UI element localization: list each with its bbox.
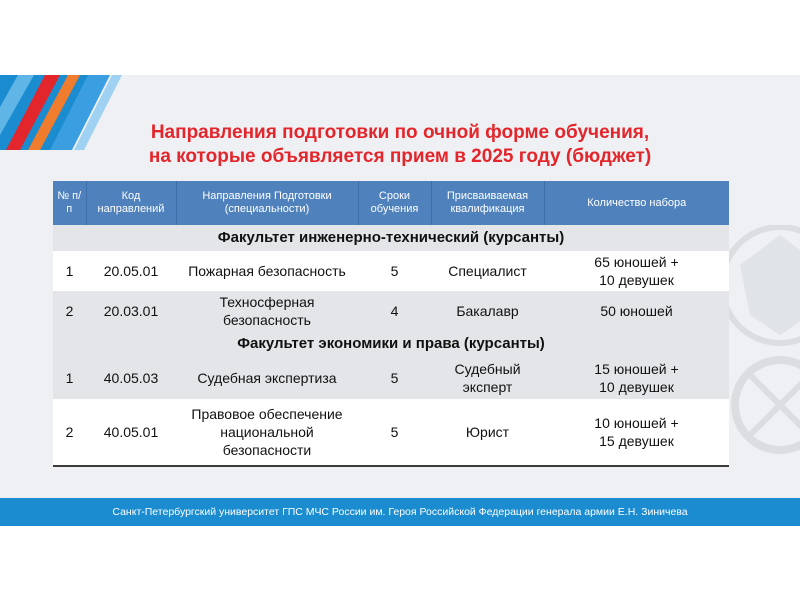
- title-line-2: на которые объявляется прием в 2025 году (бюджет): [148, 146, 652, 167]
- direction-line: безопасности: [222, 442, 312, 458]
- page-title: [60, 121, 740, 169]
- cell-qualification: Специалист: [431, 251, 544, 291]
- cell-num: 2: [53, 399, 86, 466]
- cell-term: 5: [358, 251, 431, 291]
- cell-direction: Пожарная безопасность: [176, 251, 358, 291]
- faculty-name: Факультет экономики и права (курсанты): [53, 331, 729, 357]
- quota-line: 10 юношей +: [594, 415, 679, 431]
- footer-bar: [0, 498, 800, 526]
- slide: [0, 75, 800, 525]
- cell-code: 20.03.01: [86, 291, 176, 331]
- cell-num: 1: [53, 357, 86, 399]
- cell-code: 40.05.03: [86, 357, 176, 399]
- cell-direction: Судебная экспертиза: [176, 357, 358, 399]
- quota-line: 10 девушек: [599, 379, 674, 395]
- header-num: № п/п: [53, 181, 86, 225]
- header-quota: Количество набора: [544, 181, 729, 225]
- table-row: [53, 251, 729, 291]
- cell-term: 4: [358, 291, 431, 331]
- admission-table: [53, 181, 729, 467]
- cell-qualification: Бакалавр: [431, 291, 544, 331]
- cell-code: 20.05.01: [86, 251, 176, 291]
- cell-term: 5: [358, 399, 431, 466]
- cell-num: 1: [53, 251, 86, 291]
- quota-line: 15 девушек: [599, 433, 674, 449]
- cell-term: 5: [358, 357, 431, 399]
- table-header-row: [53, 181, 729, 225]
- faculty-row: [53, 331, 729, 357]
- cell-code: 40.05.01: [86, 399, 176, 466]
- faculty-row: [53, 225, 729, 251]
- quota-line: 15 юношей +: [594, 361, 679, 377]
- cell-quota: [544, 399, 729, 466]
- header-term: Сроки обучения: [358, 181, 431, 225]
- direction-line: Правовое обеспечение: [191, 406, 343, 422]
- direction-line: безопасность: [223, 312, 311, 328]
- quota-line: 65 юношей +: [594, 254, 679, 270]
- faculty-name: Факультет инженерно-технический (курсанты): [53, 225, 729, 251]
- qualification-line: эксперт: [462, 379, 513, 395]
- table-row: [53, 357, 729, 399]
- header-code: Код направлений: [86, 181, 176, 225]
- quota-line: 10 девушек: [599, 272, 674, 288]
- cell-qualification: [431, 357, 544, 399]
- header-qualification: Присваиваемая квалификация: [431, 181, 544, 225]
- cell-direction: [176, 291, 358, 331]
- table-row: [53, 399, 729, 466]
- header-direction: Направления Подготовки (специальности): [176, 181, 358, 225]
- cell-num: 2: [53, 291, 86, 331]
- cell-quota: 50 юношей: [544, 291, 729, 331]
- table-row: [53, 291, 729, 331]
- cell-quota: [544, 357, 729, 399]
- cell-quota: [544, 251, 729, 291]
- title-line-1: Направления подготовки по очной форме обучения,: [150, 122, 650, 143]
- footer-text: Санкт-Петербургский университет ГПС МЧС России им. Героя Российской Федерации генерала армии Е.Н. Зиничева: [112, 506, 688, 518]
- cell-qualification: Юрист: [431, 399, 544, 466]
- cell-direction: [176, 399, 358, 466]
- direction-line: национальной: [220, 424, 314, 440]
- qualification-line: Судебный: [454, 361, 521, 377]
- direction-line: Техносферная: [219, 294, 315, 310]
